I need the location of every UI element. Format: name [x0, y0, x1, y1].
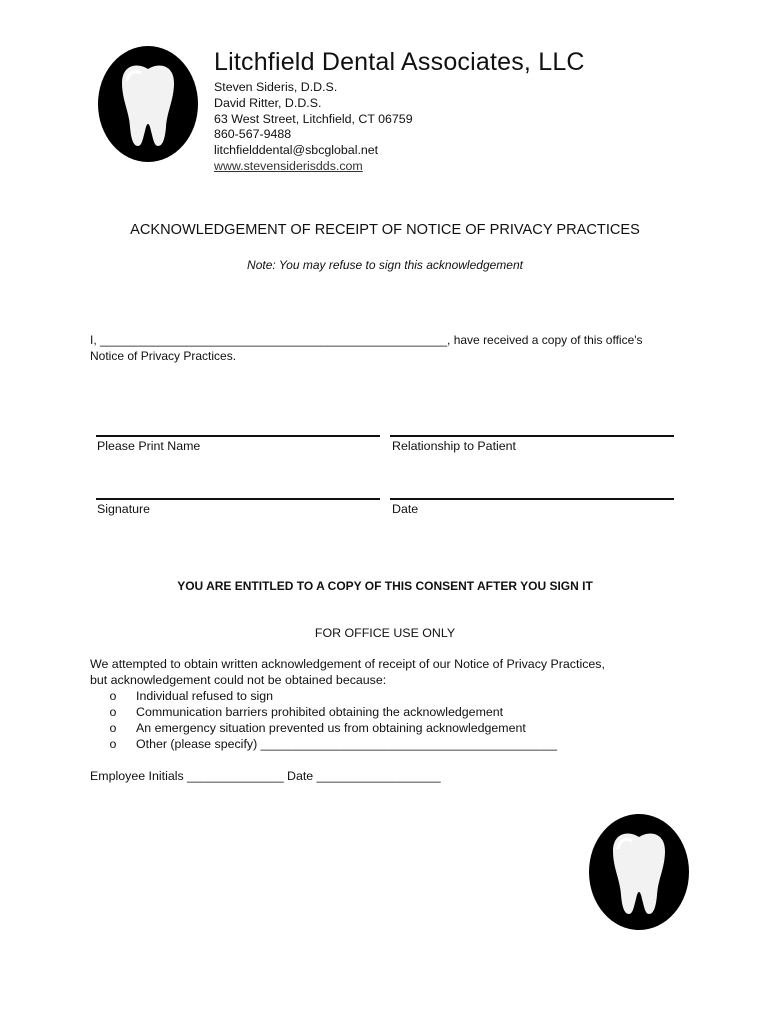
website-link[interactable]: www.stevensiderisdds.com	[214, 158, 363, 173]
option-emergency[interactable]	[90, 720, 605, 736]
office-paragraph-line-1: We attempted to obtain written acknowledgement of receipt of our Notice of Privacy Practices,	[90, 657, 605, 671]
entitled-notice: YOU ARE ENTITLED TO A COPY OF THIS CONSENT AFTER YOU SIGN IT	[177, 579, 593, 593]
phone: 860-567-9488	[214, 127, 292, 142]
date-label: Date	[392, 502, 419, 516]
form-title: ACKNOWLEDGEMENT OF RECEIPT OF NOTICE OF PRIVACY PRACTICES	[130, 222, 640, 238]
signature-label: Signature	[97, 502, 151, 516]
contact-block	[214, 80, 413, 175]
acknowledgement-statement	[90, 332, 643, 364]
print-name-label: Please Print Name	[97, 439, 201, 453]
employee-initials-line: Employee Initials ______________ Date __________________	[90, 769, 441, 783]
relationship-line[interactable]	[390, 435, 674, 437]
refusal-note: Note: You may refuse to sign this acknowledgement	[247, 258, 523, 272]
office-paragraph-line-2: but acknowledgement could not be obtained because:	[90, 673, 387, 687]
option-label: An emergency situation prevented us from obtaining acknowledgement	[136, 721, 526, 735]
print-name-line[interactable]	[96, 435, 380, 437]
address: 63 West Street, Litchfield, CT 06759	[214, 111, 413, 126]
relationship-label: Relationship to Patient	[392, 439, 516, 453]
office-use-section	[90, 656, 605, 752]
statement-line-2: Notice of Privacy Practices.	[90, 349, 237, 363]
statement-line-1: I, ____________________________________________________, have received a copy of this office's	[90, 333, 643, 347]
option-label: Communication barriers prohibited obtaining the acknowledgement	[136, 705, 504, 719]
tooth-logo-icon	[588, 813, 690, 936]
office-use-heading: FOR OFFICE USE ONLY	[314, 626, 456, 640]
signature-line[interactable]	[96, 498, 380, 500]
dentist-name-2: David Ritter, D.D.S.	[214, 95, 322, 110]
option-bullet: o	[109, 721, 117, 735]
option-bullet: o	[109, 689, 117, 703]
option-communication-barriers[interactable]	[90, 704, 605, 720]
option-other[interactable]	[90, 736, 605, 752]
dentist-name-1: Steven Sideris, D.D.S.	[214, 80, 338, 94]
option-label: Individual refused to sign	[136, 689, 274, 703]
option-refused[interactable]	[90, 688, 605, 704]
email: litchfielddental@sbcglobal.net	[214, 143, 379, 158]
practice-name: Litchfield Dental Associates, LLC	[214, 48, 585, 76]
tooth-logo-icon	[97, 45, 199, 168]
date-line[interactable]	[390, 498, 674, 500]
option-bullet: o	[109, 737, 117, 751]
option-bullet: o	[109, 705, 117, 719]
option-label: Other (please specify) ___________________________________________	[136, 737, 557, 751]
